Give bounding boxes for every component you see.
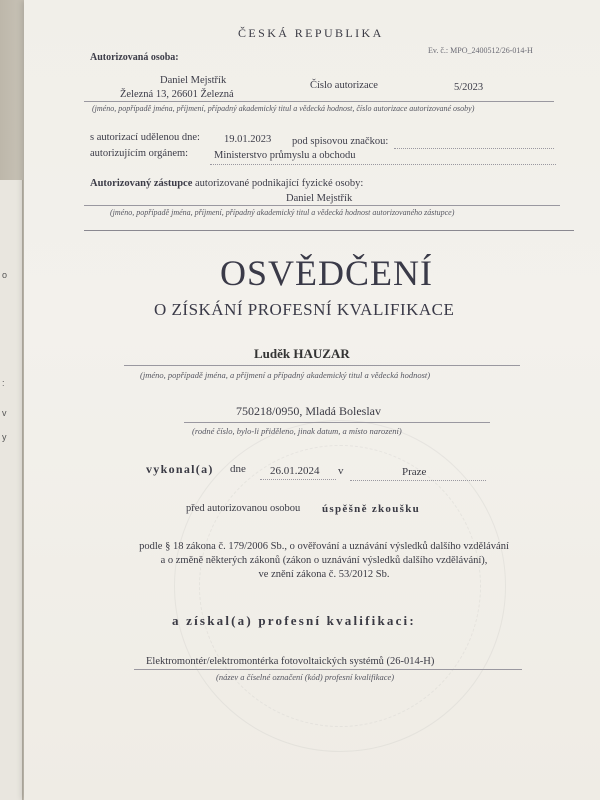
- before-person-text: před autorizovanou osobou: [186, 503, 301, 514]
- underlying-page-edge: [0, 180, 23, 800]
- certificate-sheet: [24, 0, 600, 800]
- qualification-caption: (název a číselné označení (kód) profesní kvalifikace): [216, 672, 395, 682]
- authority-line: [210, 164, 556, 165]
- section-divider: [84, 230, 574, 231]
- evidence-number: Ev. č.: MPO_2400512/26-014-H: [428, 46, 533, 55]
- rule: [84, 205, 560, 206]
- certificate-title: OSVĚDČENÍ: [220, 253, 433, 293]
- authorization-number-label: Číslo autorizace: [310, 80, 378, 91]
- exam-date: 26.01.2024: [270, 465, 320, 477]
- holder-name: [254, 346, 350, 362]
- authorized-person-name: Daniel Mejstřík: [160, 75, 227, 86]
- authority-label: autorizujícím orgánem:: [90, 148, 189, 159]
- acquired-qualification-text: a získal(a) profesní kvalifikaci:: [172, 613, 416, 628]
- edge-mark: :: [2, 378, 5, 388]
- edge-mark: v: [2, 408, 7, 418]
- file-mark-label: pod spisovou značkou:: [292, 136, 389, 147]
- authorized-person-heading: Autorizovaná osoba:: [90, 52, 179, 63]
- granted-date: 19.01.2023: [224, 134, 272, 145]
- authorized-person-address: Železná 13, 26601 Železná: [120, 89, 234, 100]
- qualification-name: Elektromontér/elektromontérka fotovoltaických systémů (26-014-H): [146, 656, 435, 667]
- date-label: dne: [230, 463, 246, 475]
- representative-heading-rest: autorizované podnikající fyzické osoby:: [195, 178, 364, 189]
- exam-place: Praze: [402, 466, 427, 478]
- legal-line-2: a o změně některých zákonů (zákon o uznávání výsledků dalšího vzdělávání),: [160, 555, 488, 566]
- file-mark-line: [394, 148, 554, 149]
- legal-line-3: ve znění zákona č. 53/2012 Sb.: [258, 569, 390, 580]
- rule: [124, 365, 520, 366]
- watermark-seal-inner: [199, 445, 481, 727]
- legal-line-1: podle § 18 zákona č. 179/2006 Sb., o ověřování a uznávání výsledků dalšího vzdělávání: [139, 541, 509, 552]
- certificate-subtitle: O ZÍSKÁNÍ PROFESNÍ KVALIFIKACE: [154, 300, 455, 319]
- representative-caption: (jméno, popřípadě jména, příjmení, případný akademický titul a vědecká hodnost autorizovaného zástupce): [110, 208, 455, 217]
- granted-label: s autorizací udělenou dne:: [90, 132, 200, 143]
- place-line: [350, 480, 486, 481]
- representative-heading-bold: Autorizovaný zástupce: [90, 178, 193, 189]
- place-label: v: [338, 465, 344, 477]
- holder-caption: (jméno, popřípadě jména, a příjmení a případný akademický titul a vědecká hodnost): [140, 370, 431, 380]
- performed-label: vykonal(a): [146, 462, 214, 476]
- authority-name: Ministerstvo průmyslu a obchodu: [214, 150, 356, 161]
- rule: [84, 101, 554, 102]
- holder-birth-caption: (rodné číslo, bylo-li přiděleno, jinak datum, a místo narození): [192, 426, 402, 436]
- representative-heading: [90, 178, 363, 189]
- authorized-person-caption: (jméno, popřípadě jména, příjmení, případný akademický titul a vědecká hodnost, číslo autorizace autorizované osoby): [92, 104, 475, 113]
- rule: [134, 669, 522, 670]
- edge-mark: o: [2, 270, 8, 280]
- rule: [184, 422, 490, 423]
- date-line: [260, 479, 336, 480]
- representative-name: Daniel Mejstřík: [286, 193, 353, 204]
- edge-mark: y: [2, 432, 7, 442]
- holder-birth-info: 750218/0950, Mladá Boleslav: [236, 404, 381, 418]
- holder-last-name: HAUZAR: [293, 346, 350, 361]
- authorization-number: 5/2023: [454, 82, 484, 93]
- success-exam-text: úspěšně zkoušku: [322, 503, 421, 515]
- holder-first-name: Luděk: [254, 346, 291, 361]
- country-header: ČESKÁ REPUBLIKA: [238, 26, 384, 40]
